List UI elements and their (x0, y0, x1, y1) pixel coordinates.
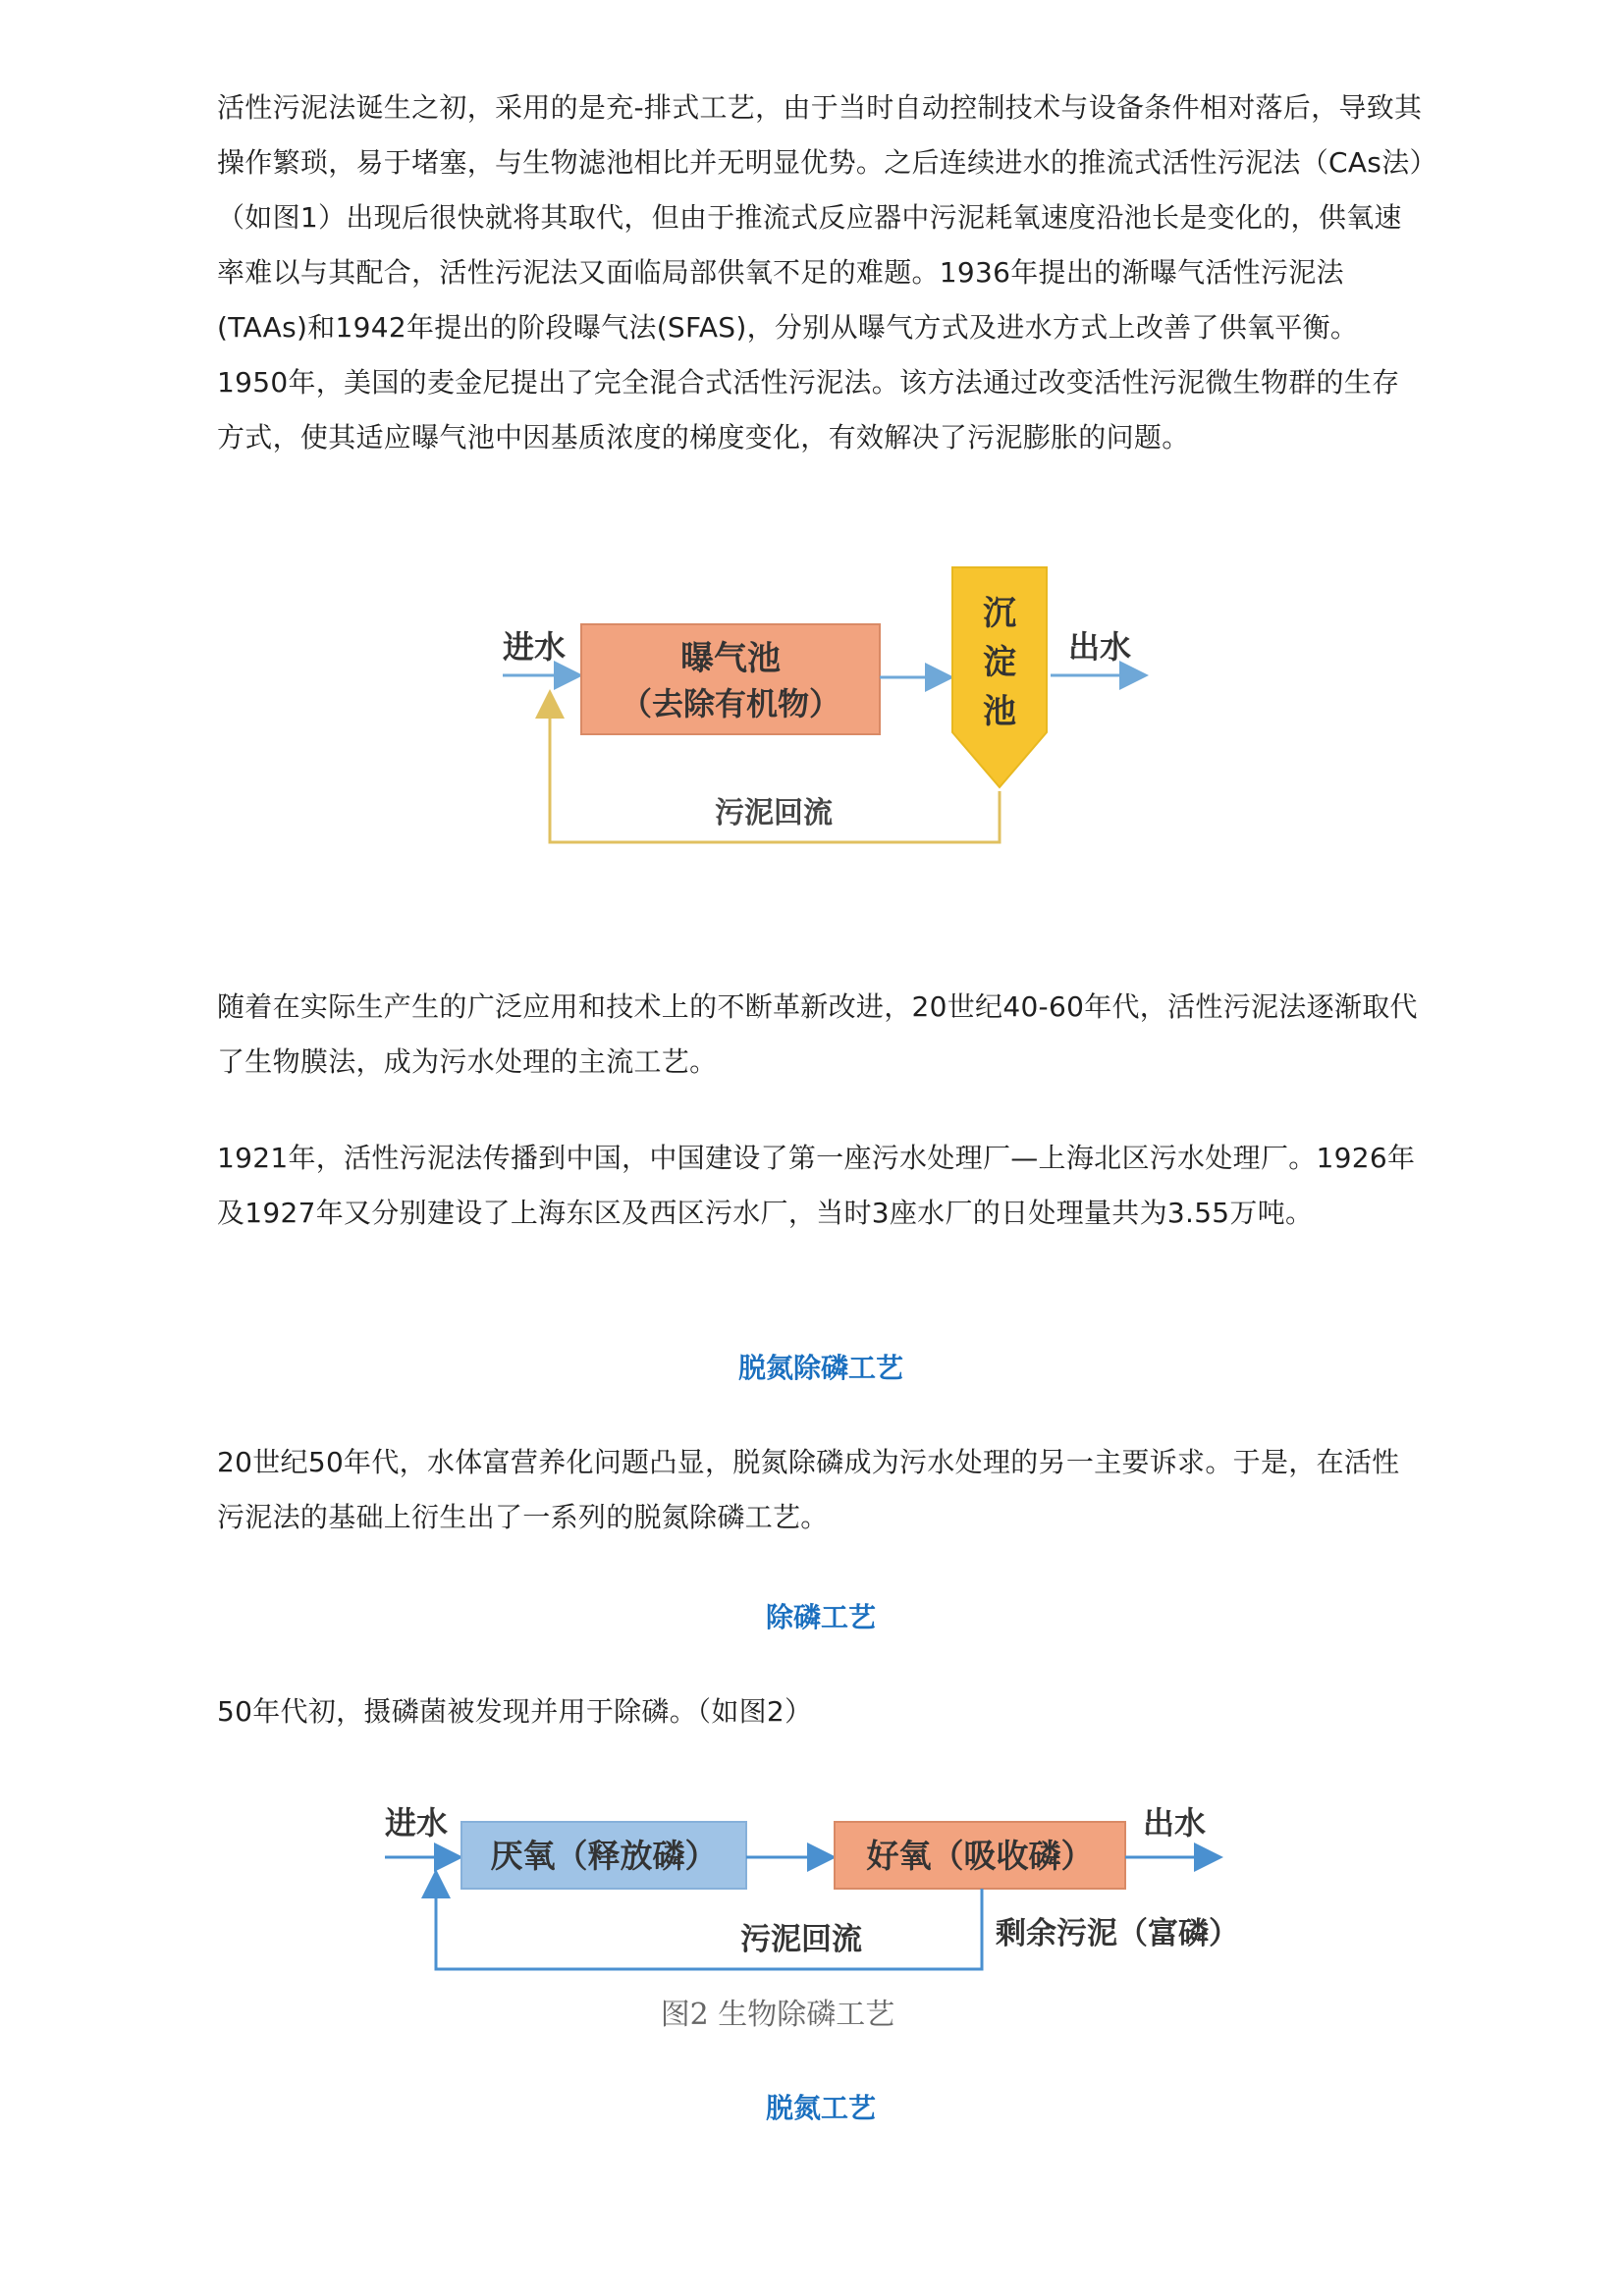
fig1-settling-char1: 沉 (983, 594, 1016, 633)
figure-1-plug-flow-diagram (491, 560, 1159, 854)
paragraph-text: 20世纪50年代，水体富营养化问题凸显，脱氮除磷成为污水处理的另一主要诉求。于是，在活性污泥法的基础上衍生出了一系列的脱氮除磷工艺。 (217, 1446, 1400, 1533)
fig2-caption: 图2 生物除磷工艺 (660, 1998, 895, 2032)
section-heading-phosphorus-removal: 除磷工艺 (765, 1601, 876, 1633)
fig1-outflow-label: 出水 (1068, 628, 1132, 666)
fig1-aeration-title: 曝气池 (680, 639, 781, 678)
section-heading-nitrogen-phosphorus: 脱氮除磷工艺 (737, 1352, 903, 1384)
fig1-settling-char2: 淀 (983, 643, 1016, 682)
paragraph-china-history (217, 1131, 1425, 1241)
paragraph-text: 1921年，活性污泥法传播到中国，中国建设了第一座污水处理厂—上海北区污水处理厂。1926年及1927年又分别建设了上海东区及西区污水厂，当时3座水厂的日处理量共为3.55万吨。 (217, 1142, 1416, 1229)
fig1-inflow-label: 进水 (503, 628, 567, 666)
section-heading-nitrogen-removal: 脱氮工艺 (765, 2092, 876, 2124)
fig2-return-label: 污泥回流 (740, 1922, 862, 1957)
fig2-excess-sludge-label: 剩余污泥（富磷） (996, 1916, 1239, 1951)
paragraph-text: 随着在实际生产生的广泛应用和技术上的不断革新改进，20世纪40-60年代，活性污泥法逐渐取代了生物膜法，成为污水处理的主流工艺。 (217, 990, 1418, 1078)
paragraph-mainstream-process (217, 980, 1425, 1090)
paragraph-text: 活性污泥法诞生之初，采用的是充-排式工艺，由于当时自动控制技术与设备条件相对落后，导致其操作繁琐，易于堵塞，与生物滤池相比并无明显优势。之后连续进水的推流式活性污泥法（CAs法）（如图1）出现后很快就将其取代，但由于推流式反应器中污泥耗氧速度沿池长是变化的，供氧速率难以与其配合，活性污泥法又面临局部供氧不足的难题。1936年提出的渐曝气活性污泥法(TAAs)和1942年提出的阶段曝气法(SFAS)，分别从曝气方式及进水方式上改善了供氧平衡。1950年，美国的麦金尼提出了完全混合式活性污泥法。该方法通过改变活性污泥微生物群的生存方式，使其适应曝气池中因基质浓度的梯度变化，有效解决了污泥膨胀的问题。 (217, 91, 1424, 454)
fig1-return-label: 污泥回流 (715, 796, 833, 830)
paragraph-eutrophication (217, 1435, 1425, 1545)
paragraph-activated-sludge-history (217, 80, 1425, 465)
fig2-inflow-label: 进水 (385, 1804, 449, 1842)
figure-2-bio-phosphorus-diagram (371, 1783, 1304, 2038)
fig2-outflow-label: 出水 (1143, 1804, 1207, 1842)
paragraph-phosphorus-bacteria (217, 1684, 1425, 1739)
fig2-aerobic-label: 好氧（吸收磷） (866, 1837, 1094, 1875)
fig1-aeration-subtitle: （去除有机物） (620, 685, 841, 722)
paragraph-text: 50年代初，摄磷菌被发现并用于除磷。（如图2） (217, 1695, 813, 1728)
fig2-anaerobic-label: 厌氧（释放磷） (490, 1837, 718, 1875)
fig1-settling-char3: 池 (983, 692, 1016, 731)
